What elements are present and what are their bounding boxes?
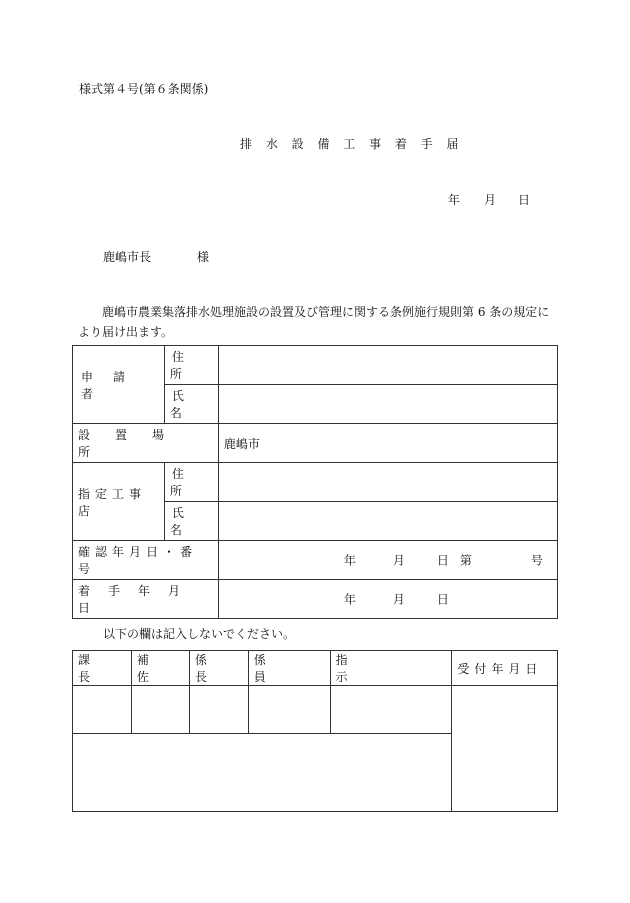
- start-year: 年: [343, 592, 356, 607]
- confirm-number-prefix: 第: [459, 553, 472, 568]
- kacho-text: 課長: [78, 653, 113, 684]
- kakaricho-text: 係長: [194, 653, 229, 684]
- install-place-text: 設置場所: [78, 428, 190, 459]
- office-cell-shiji[interactable]: [330, 686, 452, 734]
- office-cell-kakaricho[interactable]: [189, 686, 248, 734]
- date-day: 日: [518, 193, 531, 207]
- start-month: 月: [392, 592, 405, 607]
- applicant-name-field[interactable]: [218, 385, 557, 424]
- date-year: 年: [448, 193, 461, 207]
- office-header-shiji: [330, 651, 452, 686]
- addressee-mayor: 鹿嶋市長: [103, 250, 152, 264]
- contractor-name-text: 氏名: [169, 506, 197, 537]
- confirm-field[interactable]: [218, 541, 557, 580]
- install-place-value: 鹿嶋市: [223, 436, 260, 451]
- note: 以下の欄は記入しないでください。: [103, 627, 296, 641]
- hosa-text: 補佐: [136, 653, 171, 684]
- office-cell-uketsuke[interactable]: [452, 686, 558, 812]
- applicant-address-field[interactable]: [218, 346, 557, 385]
- addressee-honorific: 様: [197, 250, 210, 264]
- start-text: 着手年月日: [78, 584, 199, 615]
- office-cell-kakariin[interactable]: [248, 686, 330, 734]
- contractor-label: [73, 463, 165, 541]
- applicant-name-label: [164, 385, 218, 424]
- install-place-field[interactable]: [218, 424, 557, 463]
- confirm-label: [73, 541, 219, 580]
- office-header-uketsuke: [452, 651, 558, 686]
- uketsuke-text: 受付年月日: [457, 661, 543, 676]
- document-title: 排 水 設 備 工 事 着 手 届: [240, 137, 464, 151]
- office-header-hosa: [131, 651, 189, 686]
- office-header-kakaricho: [189, 651, 248, 686]
- contractor-name-label: [164, 502, 218, 541]
- applicant-text: 申請者: [81, 369, 146, 401]
- confirm-text: 確認年月日・番号: [78, 545, 198, 576]
- shiji-text: 指示: [335, 653, 418, 684]
- contractor-address-label: [164, 463, 218, 502]
- confirm-day: 日: [436, 553, 449, 568]
- office-cell-kacho[interactable]: [73, 686, 132, 734]
- kakariin-text: 係員: [253, 653, 290, 684]
- start-day: 日: [436, 592, 449, 607]
- contractor-text: 指定工事店: [78, 486, 147, 518]
- office-cell-hosa[interactable]: [131, 686, 189, 734]
- start-field[interactable]: [218, 580, 557, 619]
- confirm-year: 年: [343, 553, 356, 568]
- addressee: [103, 250, 210, 264]
- office-table: [72, 650, 558, 812]
- start-label: [73, 580, 219, 619]
- office-cell-notes[interactable]: [73, 734, 452, 812]
- name-text: 氏名: [169, 389, 197, 420]
- confirm-month: 月: [392, 553, 405, 568]
- applicant-label: [73, 346, 165, 424]
- address-text: 住所: [169, 350, 197, 381]
- office-header-kakariin: [248, 651, 330, 686]
- form-number: 様式第４号(第６条関係): [79, 82, 209, 96]
- contractor-name-field[interactable]: [218, 502, 557, 541]
- confirm-number-suffix: 号: [530, 553, 543, 568]
- contractor-address-text: 住所: [169, 467, 197, 498]
- main-table: [72, 345, 558, 619]
- office-header-kacho: [73, 651, 132, 686]
- date-month: 月: [484, 193, 497, 207]
- contractor-address-field[interactable]: [218, 463, 557, 502]
- applicant-address-label: [164, 346, 218, 385]
- body-text: 鹿嶋市農業集落排水処理施設の設置及び管理に関する条例施行規則第 6 条の規定により届け出ます。: [78, 305, 550, 339]
- install-place-label: [73, 424, 219, 463]
